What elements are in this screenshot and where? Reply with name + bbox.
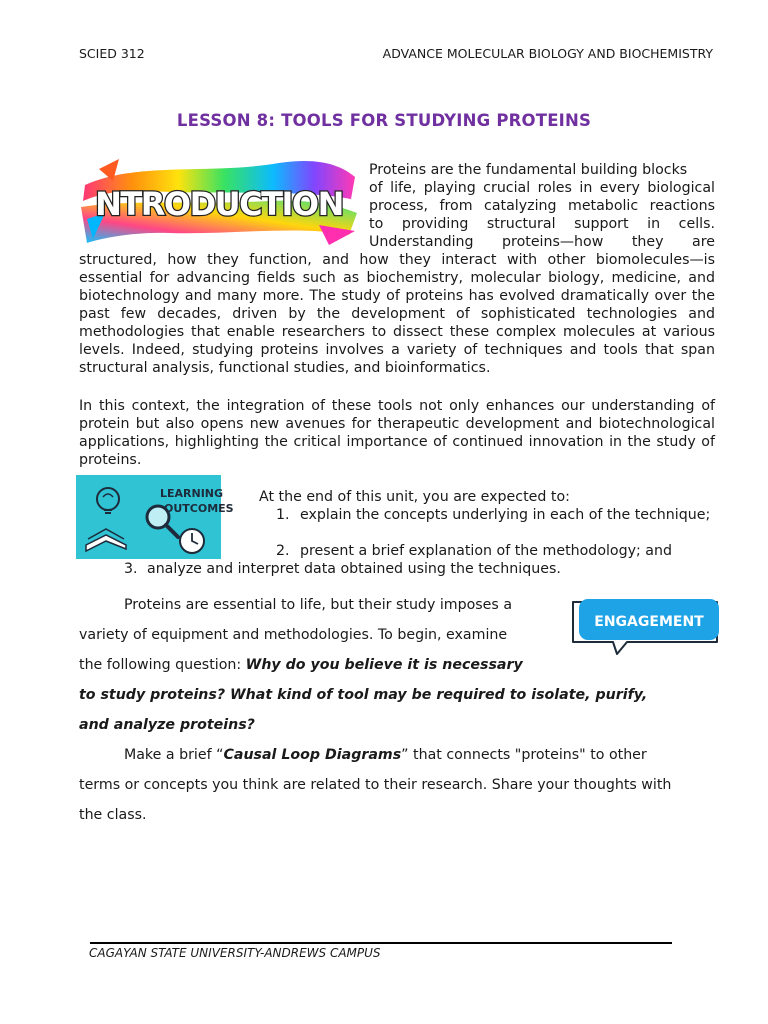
footer-divider (90, 942, 672, 944)
introduction-art-text: NTRODUCTION (95, 185, 343, 223)
outcome-number: 1. (276, 507, 290, 523)
engagement-question-line: and analyze proteins? (79, 717, 255, 733)
lesson-title: LESSON 8: TOOLS FOR STUDYING PROTEINS (176, 111, 592, 130)
intro-paragraph-2: In this context, the integration of these tools not only enhances our understanding of protein but also opens new avenues for therapeutic development and biotechnological applications, highlighting the critical importance of continued innovation in the study of proteins. (79, 398, 715, 468)
intro-paragraph: structured, how they function, and how they interact with other biomolecules—is essential for advancing fields such as biochemistry, molecular biology, medicine, and biotechnology and many more. The study of proteins has evolved dramatically over the past few decades, driven by the development of sophisticated technologies and methodologies that enable researchers to dissect these complex molecules at various levels. Indeed, studying proteins involves a variety of techniques and tools that span structural analysis, functional studies, and bioinformatics. (79, 252, 715, 376)
learning-outcomes-image-text-2: OUTCOMES (164, 502, 234, 515)
task-term: Causal Loop Diagrams (223, 747, 402, 763)
engagement-badge-label: ENGAGEMENT (594, 614, 704, 630)
course-code: SCIED 312 (79, 46, 145, 61)
task-line: the class. (79, 807, 147, 823)
outcome-item: present a brief explanation of the methodology; and (300, 543, 672, 559)
intro-line: process, from catalyzing metabolic reactions (369, 198, 715, 214)
footer-institution: CAGAYAN STATE UNIVERSITY-ANDREWS CAMPUS (89, 946, 381, 960)
engagement-line (79, 650, 523, 680)
intro-line: to providing structural support in cells. (369, 216, 715, 232)
engagement-badge (569, 598, 721, 658)
introduction-banner-image (79, 155, 359, 247)
intro-line: of life, playing crucial roles in every biological (369, 180, 715, 196)
engagement-question-line: to study proteins? What kind of tool may be required to isolate, purify, (79, 687, 648, 703)
engagement-line: variety of equipment and methodologies. To begin, examine (79, 627, 508, 643)
engagement-question: Why do you believe it is necessary (245, 657, 523, 673)
outcome-item: explain the concepts underlying in each of the technique; (300, 507, 711, 523)
task-text: ” that connects "proteins" to other (401, 747, 647, 763)
outcome-item: analyze and interpret data obtained using the techniques. (147, 561, 561, 577)
intro-line: Understanding proteins—how they are (369, 234, 715, 250)
learning-outcomes-image-text-1: LEARNING (160, 487, 224, 500)
learning-outcomes-image (76, 475, 234, 559)
engagement-line: Proteins are essential to life, but their study imposes a (124, 597, 513, 613)
task-line (124, 740, 647, 770)
outcomes-lead: At the end of this unit, you are expected to: (259, 489, 570, 505)
task-line: terms or concepts you think are related to their research. Share your thoughts with (79, 777, 672, 793)
outcome-number: 2. (276, 543, 290, 559)
course-title: ADVANCE MOLECULAR BIOLOGY AND BIOCHEMISTRY (382, 46, 713, 61)
task-text: Make a brief “ (124, 747, 224, 763)
engagement-text: the following question: (79, 657, 246, 673)
outcome-number: 3. (124, 561, 138, 577)
intro-line: Proteins are the fundamental building blocks (369, 162, 688, 178)
